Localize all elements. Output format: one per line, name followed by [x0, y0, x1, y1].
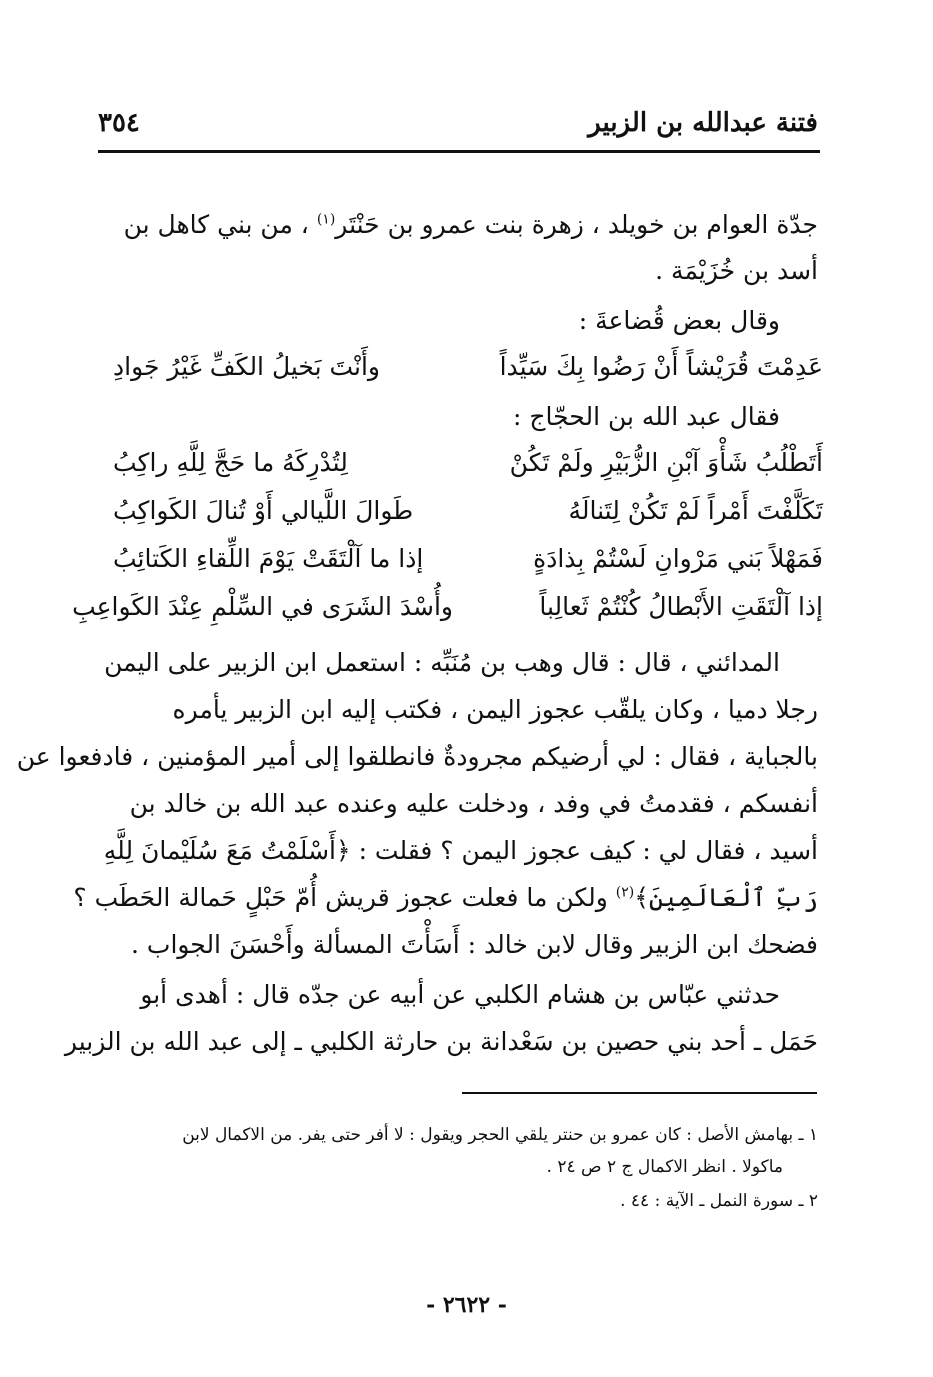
- verse-second-hemistich: لِتُدْرِكَهُ ما حَجَّ لِلَّهِ راكِبُ: [113, 448, 348, 477]
- footnote-ref-2: (٢): [615, 884, 635, 901]
- verse-line: [113, 496, 823, 536]
- paragraph2-line: أسيد ، فقال لي : كيف عجوز اليمن ؟ فقلت : ﴿أَسْلَمْتُ مَعَ سُلَيْمانَ لِلَّهِ: [103, 836, 818, 865]
- verse-line: [113, 544, 823, 584]
- verse-intro-2: فقال عبد الله بن الحجّاج :: [513, 402, 780, 431]
- verse-line: [72, 592, 823, 632]
- header-rule: [98, 150, 820, 153]
- footnote-ref-1: (١): [316, 211, 336, 228]
- paragraph3-line: حَمَل ـ أحد بني حصين بن سَعْدانة بن حارثة الكلبي ـ إلى عبد الله بن الزبير: [64, 1027, 818, 1056]
- paragraph2-line: رَبِّ ٱلْعَالَمِينَ﴾$^{(٢)}$ ولكن ما فعلت عجوز قريش أُمّ حَبْلٍ حَمالة الحَطَب ؟: [73, 883, 818, 912]
- verse-intro-1: وقال بعض قُضاعةَ :: [578, 306, 780, 335]
- paragraph2-line: أنفسكم ، فقدمتُ في وفد ، ودخلت عليه وعنده عبد الله بن خالد بن: [129, 789, 818, 818]
- paragraph1-line2: أسد بن خُزَيْمَة .: [655, 256, 818, 285]
- verse-first-hemistich: إذا آلْتَقَتِ الأَبْطالُ كُنْتُمْ ثَعالِباً: [539, 592, 823, 621]
- paragraph2-line: رجلا دميا ، وكان يلقّب عجوز اليمن ، فكتب إليه ابن الزبير يأمره: [172, 695, 818, 724]
- paragraph2-line: فضحك ابن الزبير وقال لابن خالد : أَسَأْتَ المسألة وأَحْسَنَ الجواب .: [131, 930, 818, 959]
- verse-first-hemistich: تَكَلَّفْتَ أَمْراً لَمْ تَكُنْ لِتَنالَهُ: [568, 496, 823, 525]
- verse-second-hemistich: وأَنْتَ بَخيلُ الكَفِّ غَيْرُ جَوادِ: [113, 352, 380, 381]
- footnote-2: ٢ ـ سورة النمل ـ الآية : ٤٤ .: [620, 1191, 818, 1211]
- paragraph1-line1: جدّة العوام بن خويلد ، زهرة بنت عمرو بن حَنْتَر$^{(١)}$ ، من بني كاهل بن: [123, 210, 818, 239]
- paragraph2-line: بالجباية ، فقال : لي أرضيكم مجرودةٌ فانطلقوا إلى أمير المؤمنين ، فادفعوا عن: [16, 742, 818, 771]
- verse-second-hemistich: طَوالَ اللَّيالي أَوْ تُنالَ الكَواكِبُ: [113, 496, 414, 525]
- running-title: فتنة عبدالله بن الزبير: [588, 108, 818, 138]
- verse-first-hemistich: عَدِمْتَ قُرَيْشاً أَنْ رَضُوا بِكَ سَيِّداً: [499, 352, 823, 381]
- footnote-rule: [462, 1092, 817, 1094]
- verse-second-hemistich: وأُسْدَ الشَرَى في السِّلْمِ عِنْدَ الكَواعِبِ: [72, 592, 453, 621]
- paragraph2-line: المدائني ، قال : قال وهب بن مُنَبِّه : استعمل ابن الزبير على اليمن: [104, 648, 780, 677]
- running-header: [98, 108, 818, 148]
- verse-first-hemistich: أَتَطْلُبُ شَأْوَ آبْنِ الزُّبَيْرِ ولَمْ تَكُنْ: [509, 448, 823, 477]
- verse-second-hemistich: إذا ما آلْتَقَتْ يَوْمَ اللِّقاءِ الكَتائِبُ: [113, 544, 424, 573]
- page-number: ٣٥٤: [98, 108, 140, 138]
- verse-line: [113, 448, 823, 488]
- footnote-1: ١ ـ بهامش الأصل : كان عمرو بن حنتر يلقي الحجر ويقول : لا أفر حتى يفر. من الاكمال لابن: [182, 1125, 818, 1145]
- verse-first-hemistich: فَمَهْلاً بَني مَرْوانِ لَسْتُمْ بِذادَةٍ: [533, 544, 823, 573]
- folio-number: - ٢٦٢٢ -: [426, 1292, 507, 1318]
- paragraph3-line: حدثني عبّاس بن هشام الكلبي عن أبيه عن جدّه قال : أهدى أبو: [140, 980, 780, 1009]
- verse-line: [113, 352, 823, 392]
- footnote-1-continued: ماكولا . انظر الاكمال ج ٢ ص ٢٤ .: [546, 1157, 783, 1177]
